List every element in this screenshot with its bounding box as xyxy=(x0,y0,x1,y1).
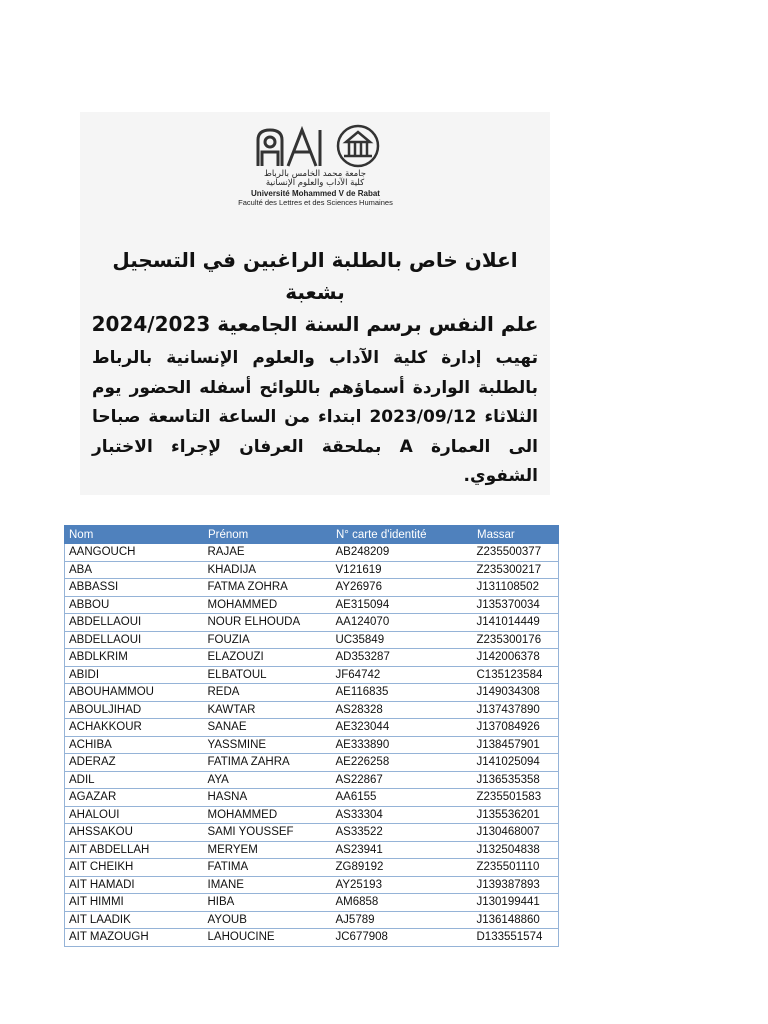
cell-massar: J132504838 xyxy=(473,841,559,859)
cell-id-card: AE315094 xyxy=(332,596,473,614)
cell-massar: D133551574 xyxy=(473,929,559,947)
cell-id-card: AD353287 xyxy=(332,649,473,667)
cell-prenom: KHADIJA xyxy=(204,561,332,579)
cell-prenom: AYA xyxy=(204,771,332,789)
cell-massar: J137084926 xyxy=(473,719,559,737)
cell-id-card: UC35849 xyxy=(332,631,473,649)
cell-id-card: AS22867 xyxy=(332,771,473,789)
cell-id-card: AS23941 xyxy=(332,841,473,859)
cell-prenom: FOUZIA xyxy=(204,631,332,649)
cell-id-card: AJ5789 xyxy=(332,911,473,929)
cell-prenom: MOHAMMED xyxy=(204,596,332,614)
cell-massar: J149034308 xyxy=(473,684,559,702)
cell-massar: J142006378 xyxy=(473,649,559,667)
cell-prenom: YASSMINE xyxy=(204,736,332,754)
cell-massar: Z235501583 xyxy=(473,789,559,807)
table-row xyxy=(65,754,559,772)
table-row xyxy=(65,876,559,894)
table-row xyxy=(65,771,559,789)
cell-massar: Z235300217 xyxy=(473,561,559,579)
cell-massar: J138457901 xyxy=(473,736,559,754)
cell-id-card: AY26976 xyxy=(332,579,473,597)
cell-prenom: ELBATOUL xyxy=(204,666,332,684)
cell-nom: ABIDI xyxy=(65,666,204,684)
cell-id-card: AM6858 xyxy=(332,894,473,912)
announcement-title-line-2: علم النفس برسم السنة الجامعية 2024/2023 xyxy=(91,312,539,336)
cell-id-card: AA6155 xyxy=(332,789,473,807)
cell-massar: J135536201 xyxy=(473,806,559,824)
cell-id-card: JF64742 xyxy=(332,666,473,684)
table-row xyxy=(65,929,559,947)
cell-prenom: SANAE xyxy=(204,719,332,737)
table-row xyxy=(65,561,559,579)
table-row xyxy=(65,579,559,597)
cell-nom: AHALOUI xyxy=(65,806,204,824)
column-header-prenom: Prénom xyxy=(204,526,332,544)
table-row xyxy=(65,789,559,807)
cell-id-card: AS28328 xyxy=(332,701,473,719)
cell-nom: AIT LAADIK xyxy=(65,911,204,929)
cell-massar: J135370034 xyxy=(473,596,559,614)
cell-prenom: FATMA ZOHRA xyxy=(204,579,332,597)
cell-prenom: IMANE xyxy=(204,876,332,894)
cell-id-card: AB248209 xyxy=(332,544,473,562)
table-row xyxy=(65,894,559,912)
logo-french-line-1: Université Mohammed V de Rabat xyxy=(251,189,380,198)
table-row xyxy=(65,911,559,929)
cell-nom: ACHIBA xyxy=(65,736,204,754)
cell-id-card: JC677908 xyxy=(332,929,473,947)
cell-prenom: AYOUB xyxy=(204,911,332,929)
cell-nom: AIT HIMMI xyxy=(65,894,204,912)
table-row xyxy=(65,544,559,562)
cell-massar: J136535358 xyxy=(473,771,559,789)
cell-massar: Z235501110 xyxy=(473,859,559,877)
cell-nom: AIT CHEIKH xyxy=(65,859,204,877)
column-header-nom: Nom xyxy=(65,526,204,544)
cell-prenom: ELAZOUZI xyxy=(204,649,332,667)
cell-prenom: LAHOUCINE xyxy=(204,929,332,947)
cell-prenom: KAWTAR xyxy=(204,701,332,719)
table-row xyxy=(65,841,559,859)
table-row xyxy=(65,701,559,719)
cell-massar: Z235300176 xyxy=(473,631,559,649)
announcement-title-line-1: اعلان خاص بالطلبة الراغبين في التسجيل بشعبة xyxy=(112,248,518,304)
table-row xyxy=(65,806,559,824)
cell-massar: J141025094 xyxy=(473,754,559,772)
cell-id-card: V121619 xyxy=(332,561,473,579)
cell-prenom: FATIMA ZAHRA xyxy=(204,754,332,772)
cell-prenom: REDA xyxy=(204,684,332,702)
cell-prenom: HIBA xyxy=(204,894,332,912)
cell-id-card: AA124070 xyxy=(332,614,473,632)
cell-massar: J130199441 xyxy=(473,894,559,912)
cell-id-card: AS33304 xyxy=(332,806,473,824)
cell-nom: ACHAKKOUR xyxy=(65,719,204,737)
cell-id-card: AE116835 xyxy=(332,684,473,702)
cell-nom: AHSSAKOU xyxy=(65,824,204,842)
cell-id-card: AE323044 xyxy=(332,719,473,737)
cell-nom: ABA xyxy=(65,561,204,579)
table-row xyxy=(65,684,559,702)
cell-id-card: AE333890 xyxy=(332,736,473,754)
cell-massar: J130468007 xyxy=(473,824,559,842)
cell-massar: J137437890 xyxy=(473,701,559,719)
cell-massar: J136148860 xyxy=(473,911,559,929)
cell-prenom: FATIMA xyxy=(204,859,332,877)
cell-prenom: SAMI YOUSSEF xyxy=(204,824,332,842)
table-header-row xyxy=(65,526,559,544)
table-row xyxy=(65,596,559,614)
cell-nom: AIT HAMADI xyxy=(65,876,204,894)
table-row xyxy=(65,736,559,754)
table-row xyxy=(65,614,559,632)
students-table xyxy=(64,525,559,947)
announcement-title xyxy=(90,244,540,340)
cell-nom: AGAZAR xyxy=(65,789,204,807)
logo-french-line-2: Faculté des Lettres et des Sciences Humaines xyxy=(238,198,393,207)
column-header-massar: Massar xyxy=(473,526,559,544)
cell-nom: ABBASSI xyxy=(65,579,204,597)
table-row xyxy=(65,666,559,684)
cell-prenom: NOUR ELHOUDA xyxy=(204,614,332,632)
cell-prenom: MOHAMMED xyxy=(204,806,332,824)
university-logo xyxy=(218,122,413,208)
cell-nom: ABBOU xyxy=(65,596,204,614)
cell-id-card: ZG89192 xyxy=(332,859,473,877)
column-header-id-card: N° carte d'identité xyxy=(332,526,473,544)
table-row xyxy=(65,631,559,649)
cell-nom: ABDLKRIM xyxy=(65,649,204,667)
cell-nom: AIT ABDELLAH xyxy=(65,841,204,859)
cell-massar: J141014449 xyxy=(473,614,559,632)
cell-massar: J131108502 xyxy=(473,579,559,597)
cell-nom: ABOULJIHAD xyxy=(65,701,204,719)
table-row xyxy=(65,859,559,877)
cell-massar: Z235500377 xyxy=(473,544,559,562)
cell-nom: ABOUHAMMOU xyxy=(65,684,204,702)
cell-nom: ABDELLAOUI xyxy=(65,614,204,632)
cell-prenom: HASNA xyxy=(204,789,332,807)
cell-nom: ADIL xyxy=(65,771,204,789)
cell-nom: ADERAZ xyxy=(65,754,204,772)
logo-arabic-line-2: كلية الآداب والعلوم الإنسانية xyxy=(265,178,365,188)
cell-prenom: RAJAE xyxy=(204,544,332,562)
cell-massar: C135123584 xyxy=(473,666,559,684)
table-row xyxy=(65,649,559,667)
cell-id-card: AE226258 xyxy=(332,754,473,772)
cell-nom: ABDELLAOUI xyxy=(65,631,204,649)
cell-prenom: MERYEM xyxy=(204,841,332,859)
logo-arabic-line-1: جامعة محمد الخامس بالرباط xyxy=(263,169,367,179)
cell-id-card: AY25193 xyxy=(332,876,473,894)
logo-arabic-text xyxy=(222,170,408,188)
table-row xyxy=(65,719,559,737)
table-row xyxy=(65,824,559,842)
cell-id-card: AS33522 xyxy=(332,824,473,842)
announcement-body: تهيب إدارة كلية الآداب والعلوم الإنسانية بالرباط بالطلبة الواردة أسماؤهم باللوائح أسفله الحضور يوم الثلاثاء 2023/09/12 ابتداء من الساعة التاسعة صباحا الى العمارة A بملحقة العرفان لإجراء الاختبار الشفوي. xyxy=(92,348,538,486)
cell-nom: AIT MAZOUGH xyxy=(65,929,204,947)
cell-nom: AANGOUCH xyxy=(65,544,204,562)
table-body xyxy=(65,544,559,947)
university-emblem-icon xyxy=(218,122,413,170)
cell-massar: J139387893 xyxy=(473,876,559,894)
